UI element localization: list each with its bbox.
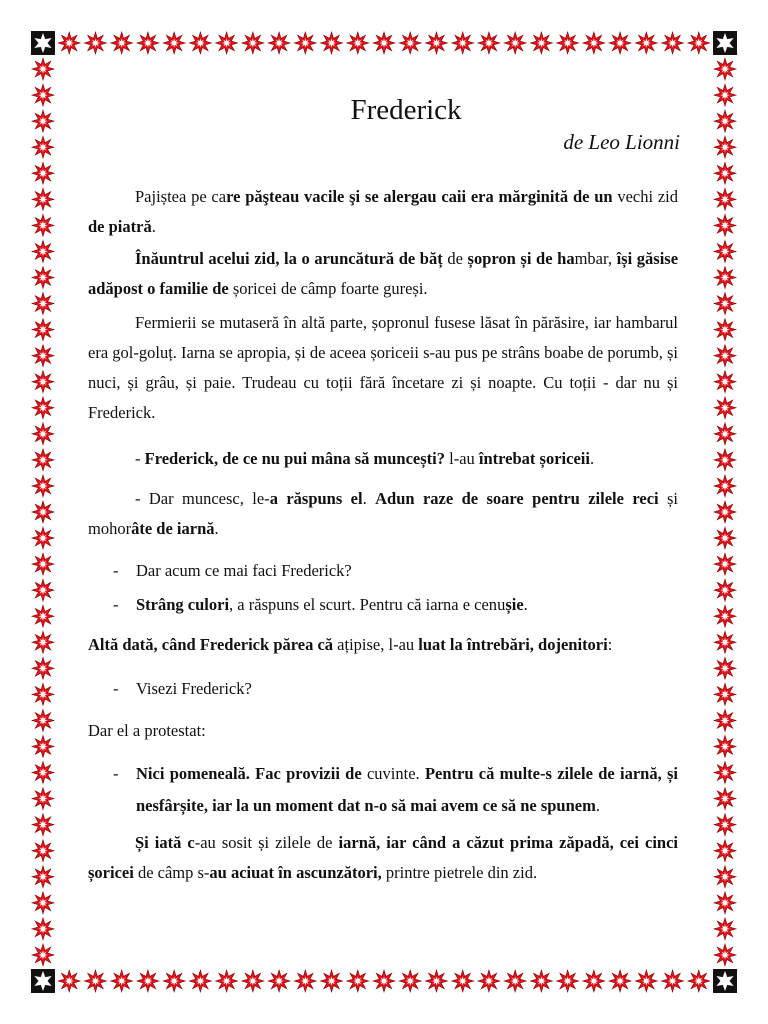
red-star-ornament (137, 32, 159, 54)
red-star-ornament (609, 32, 631, 54)
red-star-ornament (714, 188, 736, 210)
corner-star-ornament (713, 969, 737, 993)
red-star-ornament (268, 970, 290, 992)
red-star-ornament (714, 319, 736, 341)
red-star-ornament (714, 397, 736, 419)
red-star-ornament (714, 475, 736, 497)
red-star-ornament (189, 32, 211, 54)
red-star-ornament (32, 762, 54, 784)
red-star-ornament (137, 970, 159, 992)
red-star-ornament (321, 32, 343, 54)
corner-star-ornament (31, 31, 55, 55)
list-item: - Strâng culori, a răspuns el scurt. Pentru că iarna e cenușie. (113, 590, 678, 620)
corner-star-ornament (31, 969, 55, 993)
red-star-ornament (321, 970, 343, 992)
red-star-ornament (688, 970, 710, 992)
red-star-ornament (32, 319, 54, 341)
red-star-ornament (294, 32, 316, 54)
red-star-ornament (714, 657, 736, 679)
corner-star-ornament (713, 31, 737, 55)
red-star-ornament (32, 475, 54, 497)
red-star-ornament (530, 32, 552, 54)
red-star-ornament (32, 605, 54, 627)
red-star-ornament (452, 32, 474, 54)
story-author: de Leo Lionni (563, 130, 680, 154)
red-star-ornament (32, 240, 54, 262)
red-star-ornament (714, 345, 736, 367)
red-star-ornament (557, 970, 579, 992)
red-star-ornament (32, 527, 54, 549)
red-star-ornament (714, 162, 736, 184)
red-star-ornament (714, 709, 736, 731)
red-star-ornament (294, 970, 316, 992)
red-star-ornament (32, 371, 54, 393)
red-star-ornament (714, 579, 736, 601)
red-star-ornament (32, 449, 54, 471)
red-star-ornament (268, 32, 290, 54)
red-star-ornament (714, 267, 736, 289)
red-star-ornament (714, 240, 736, 262)
red-star-ornament (111, 970, 133, 992)
list-item: - Dar acum ce mai faci Frederick? (113, 556, 678, 586)
red-star-ornament (714, 892, 736, 914)
red-star-ornament (452, 970, 474, 992)
red-star-ornament (714, 553, 736, 575)
red-star-ornament (84, 970, 106, 992)
red-star-ornament (32, 553, 54, 575)
red-star-ornament (478, 32, 500, 54)
red-star-ornament (714, 371, 736, 393)
list-item: - Nici pomeneală. Fac provizii de cuvinte. Pentru că multe-s zilele de iarnă, și nesfârșite, iar la un moment dat n-o să mai avem ce să ne spunem. (113, 758, 678, 822)
red-star-ornament (373, 32, 395, 54)
red-star-ornament (504, 32, 526, 54)
red-star-ornament (662, 32, 684, 54)
red-star-ornament (583, 970, 605, 992)
red-star-ornament (688, 32, 710, 54)
red-star-ornament (32, 736, 54, 758)
red-star-ornament (32, 188, 54, 210)
red-star-ornament (216, 970, 238, 992)
red-star-ornament (32, 579, 54, 601)
red-star-ornament (399, 970, 421, 992)
red-star-ornament (32, 84, 54, 106)
red-star-ornament (425, 970, 447, 992)
red-star-ornament (32, 840, 54, 862)
red-star-ornament (714, 788, 736, 810)
red-star-ornament (557, 32, 579, 54)
red-star-ornament (714, 293, 736, 315)
paragraph-3: Fermierii se mutaseră în altă parte, șopronul fusese lăsat în părăsire, iar hambarul era gol-goluț. Iarna se apropia, și de aceea șoriceii s-au pus pe strâns boabe de porumb, și nuci, și grâu, și paie. Trudeau cu toții fără încetare zi și noapte. Cu toții - dar nu și Frederick. (88, 313, 678, 422)
red-star-ornament (714, 605, 736, 627)
red-star-ornament (189, 970, 211, 992)
red-star-ornament (714, 631, 736, 653)
list-item: - Visezi Frederick? (113, 674, 678, 704)
list-dash: - (113, 764, 119, 783)
paragraph-1: Pajiștea pe care păşteau vacile şi se alergau caii era mărginită de un vechi zid de piatră. (88, 187, 678, 236)
red-star-ornament (32, 58, 54, 80)
red-star-ornament (714, 814, 736, 836)
document-page (88, 78, 678, 958)
red-star-ornament (32, 136, 54, 158)
paragraph-6: Altă dată, când Frederick părea că ațipise, l-au luat la întrebări, dojenitori: (88, 635, 613, 654)
red-star-ornament (530, 970, 552, 992)
red-star-ornament (714, 58, 736, 80)
red-star-ornament (714, 866, 736, 888)
story-title: Frederick (350, 94, 462, 126)
red-star-ornament (32, 683, 54, 705)
red-star-ornament (32, 397, 54, 419)
red-star-ornament (32, 501, 54, 523)
red-star-ornament (32, 657, 54, 679)
red-star-ornament (609, 970, 631, 992)
red-star-ornament (583, 32, 605, 54)
red-star-ornament (714, 944, 736, 966)
red-star-ornament (714, 918, 736, 940)
red-star-ornament (32, 918, 54, 940)
red-star-ornament (32, 293, 54, 315)
red-star-ornament (662, 970, 684, 992)
paragraph-7: Dar el a protestat: (88, 721, 206, 740)
red-star-ornament (504, 970, 526, 992)
red-star-ornament (399, 32, 421, 54)
red-star-ornament (84, 32, 106, 54)
red-star-ornament (714, 736, 736, 758)
paragraph-8: Și iată c-au sosit și zilele de iarnă, iar când a căzut prima zăpadă, cei cinci șoricei de câmp s-au aciuat în ascunzători, printre pietrele din zid. (88, 833, 678, 882)
red-star-ornament (373, 970, 395, 992)
list-dash: - (113, 679, 119, 698)
red-star-ornament (347, 32, 369, 54)
red-star-ornament (478, 970, 500, 992)
red-star-ornament (242, 32, 264, 54)
red-star-ornament (714, 214, 736, 236)
red-star-ornament (347, 970, 369, 992)
red-star-ornament (635, 970, 657, 992)
red-star-ornament (58, 970, 80, 992)
red-star-ornament (714, 683, 736, 705)
list-dash: - (113, 561, 119, 580)
red-star-ornament (714, 501, 736, 523)
red-star-ornament (32, 214, 54, 236)
red-star-ornament (714, 449, 736, 471)
red-star-ornament (242, 970, 264, 992)
paragraph-5: - Dar muncesc, le-a răspuns el. Adun raze de soare pentru zilele reci și mohorâte de iarnă. (88, 489, 679, 538)
red-star-ornament (32, 788, 54, 810)
red-star-ornament (32, 423, 54, 445)
red-star-ornament (32, 814, 54, 836)
red-star-ornament (425, 32, 447, 54)
red-star-ornament (163, 32, 185, 54)
red-star-ornament (32, 110, 54, 132)
red-star-ornament (32, 866, 54, 888)
red-star-ornament (714, 136, 736, 158)
red-star-ornament (32, 892, 54, 914)
red-star-ornament (111, 32, 133, 54)
red-star-ornament (32, 345, 54, 367)
paragraph-4: - Frederick, de ce nu pui mâna să muncești? l-au întrebat șoriceii. (135, 449, 595, 468)
red-star-ornament (58, 32, 80, 54)
red-star-ornament (714, 527, 736, 549)
red-star-ornament (714, 423, 736, 445)
red-star-ornament (32, 631, 54, 653)
red-star-ornament (163, 970, 185, 992)
red-star-ornament (216, 32, 238, 54)
red-star-ornament (32, 162, 54, 184)
red-star-ornament (635, 32, 657, 54)
red-star-ornament (32, 709, 54, 731)
red-star-ornament (714, 840, 736, 862)
paragraph-2: Înăuntrul acelui zid, la o aruncătură de băț de șopron și de hambar, își găsise adăpost o familie de șoricei de câmp foarte gureși. (88, 249, 679, 298)
red-star-ornament (32, 944, 54, 966)
red-star-ornament (32, 267, 54, 289)
list-dash: - (113, 595, 119, 614)
red-star-ornament (714, 762, 736, 784)
